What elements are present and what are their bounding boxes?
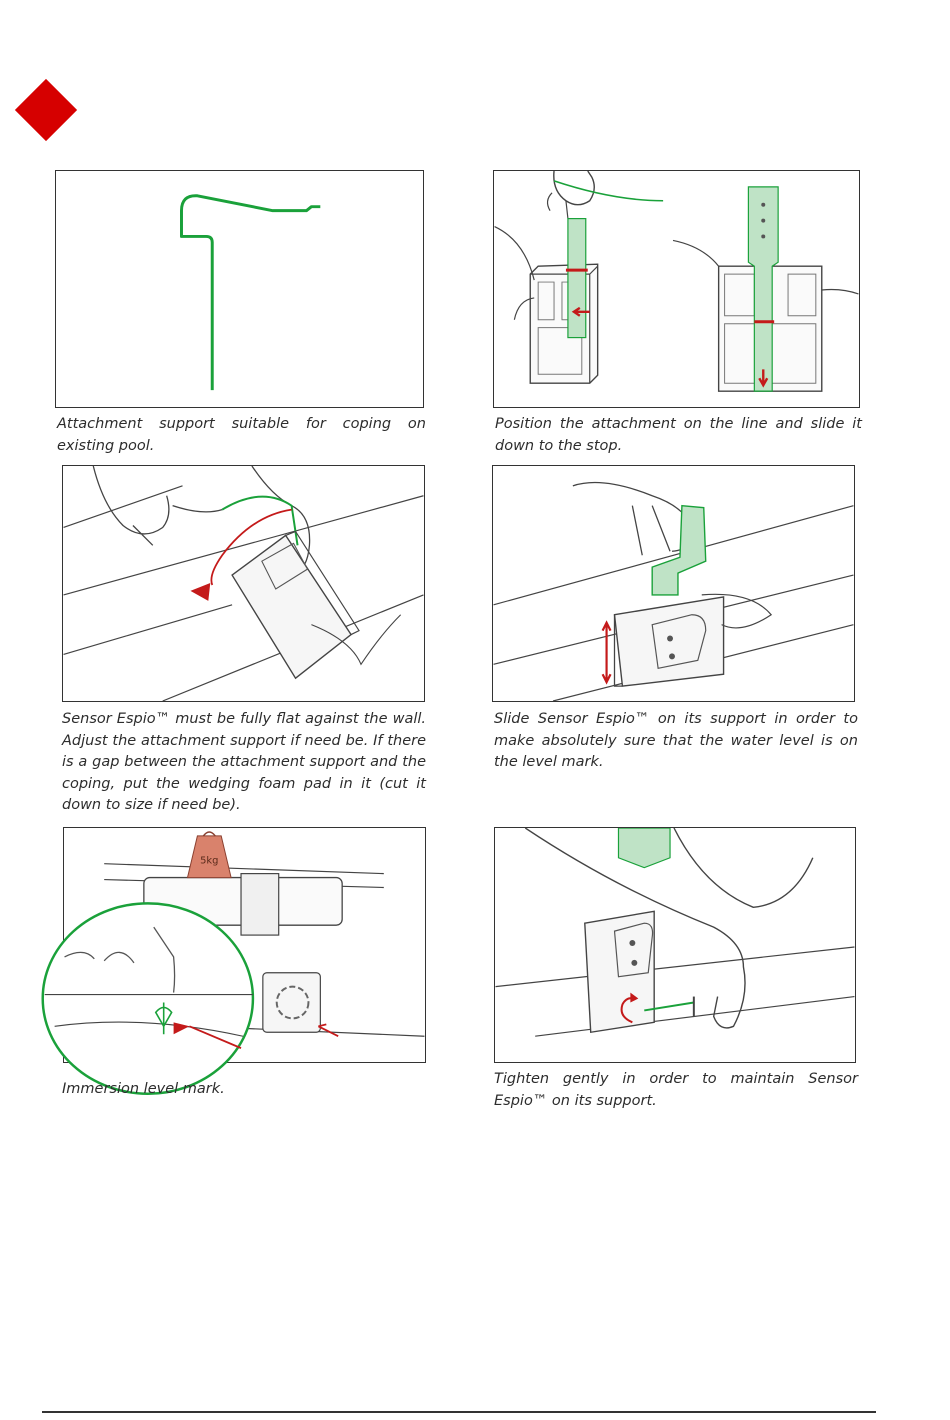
illustration-flat-against-wall xyxy=(62,465,425,702)
step-2-caption: Position the attachment on the line and slide it down to the stop. xyxy=(495,416,862,454)
step-5-caption: Immersion level mark. xyxy=(62,1081,225,1097)
illustration-position-attachment xyxy=(493,170,860,408)
footer-rule xyxy=(42,1411,876,1413)
section-marker-diamond-icon xyxy=(15,79,77,141)
step-1-caption: Attachment support suitable for coping on existing pool. xyxy=(57,416,426,454)
step-6-caption: Tighten gently in order to maintain Sensor Espio™ on its support. xyxy=(494,1071,858,1109)
illustration-tighten-screw xyxy=(494,827,856,1063)
illustration-slide-on-support xyxy=(492,465,855,702)
weight-label: 5kg xyxy=(200,855,219,867)
step-4-caption: Slide Sensor Espio™ on its support in order to make absolutely sure that the water level is on the level mark. xyxy=(494,711,858,770)
illustration-immersion-level xyxy=(63,827,426,1063)
step-3-caption: Sensor Espio™ must be fully flat against the wall. Adjust the attachment support if need be. If there is a gap between the attachment support and the coping, put the wedging foam pad in it (cut it down to size if need be). xyxy=(62,711,426,813)
illustration-attachment-support xyxy=(55,170,424,408)
